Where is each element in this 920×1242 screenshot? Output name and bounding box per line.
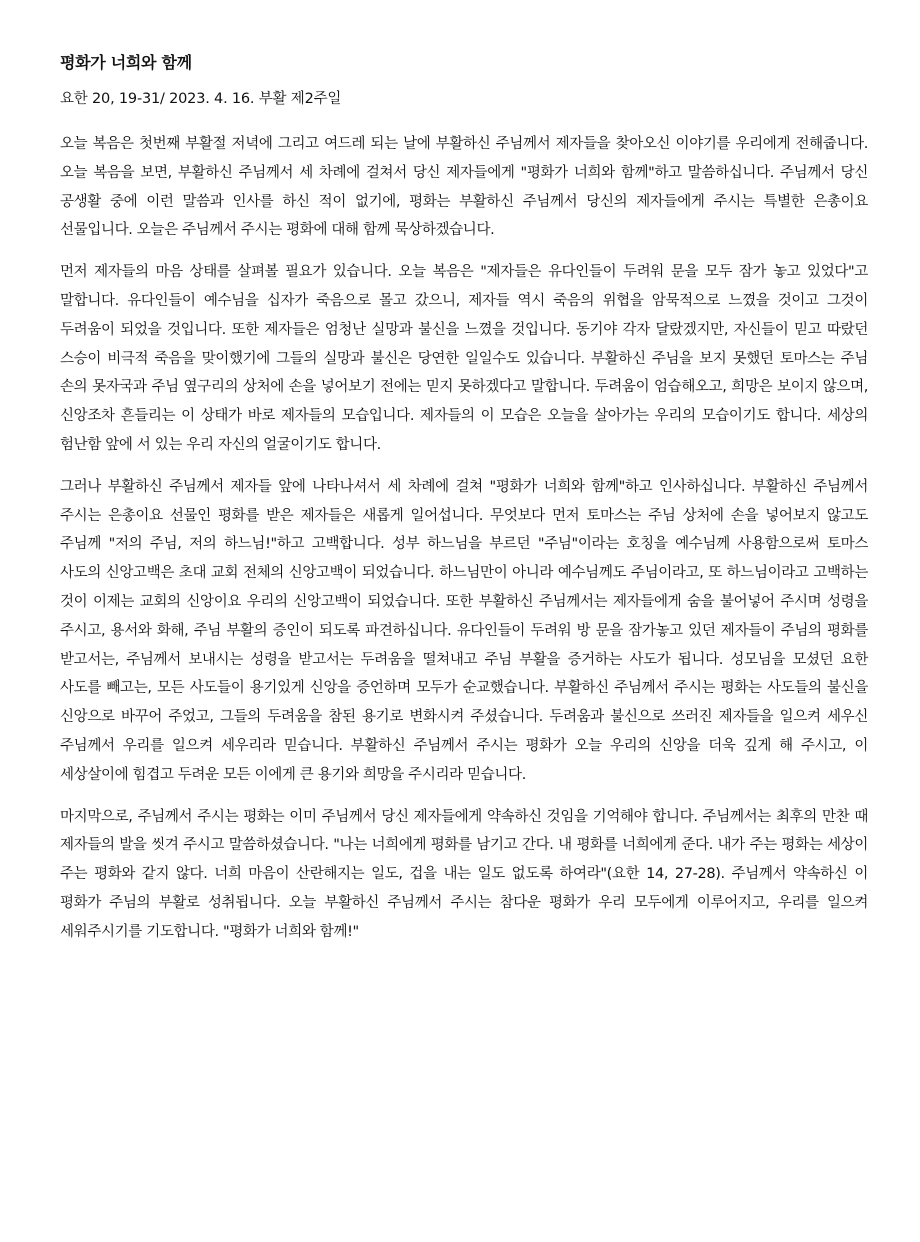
document-page xyxy=(60,52,868,960)
paragraph-intro: 오늘 복음은 첫번째 부활절 저녁에 그리고 여드레 되는 날에 부활하신 주님께서 제자들을 찾아오신 이야기를 우리에게 전해줍니다. 오늘 복음을 보면, 부활하신 주님께서 세 차례에 걸쳐서 당신 제자들에게 "평화가 너희와 함께"하고 말씀하십니다. 주님께서 당신 공생활 중에 이런 말씀과 인사를 하신 적이 없기에, 평화는 부활하신 주님께서 당신의 제자들에게 주시는 특별한 은총이요 선물입니다. 오늘은 주님께서 주시는 평화에 대해 함께 묵상하겠습니다. xyxy=(60,136,868,239)
paragraph-disciples-state: 먼저 제자들의 마음 상태를 살펴볼 필요가 있습니다. 오늘 복음은 "제자들은 유다인들이 두려워 문을 모두 잠가 놓고 있었다"고 말합니다. 유다인들이 예수님을 십자가 죽음으로 몰고 갔으니, 제자들 역시 죽음의 위협을 암묵적으로 느꼈을 것이고 그것이 두려움이 되었을 것입니다. 또한 제자들은 엄청난 실망과 불신을 느꼈을 것입니다. 동기야 각자 달랐겠지만, 자신들이 믿고 따랐던 스승이 비극적 죽음을 맞이했기에 그들의 실망과 불신은 당연한 일일수도 있습니다. 부활하신 주님을 보지 못했던 토마스는 주님 손의 못자국과 주님 옆구리의 상처에 손을 넣어보기 전에는 믿지 못하겠다고 말합니다. 두려움이 엄습해오고, 희망은 보이지 않으며, 신앙조차 흔들리는 이 상태가 바로 제자들의 모습입니다. 제자들의 이 모습은 오늘을 살아가는 우리의 모습이기도 합니다. 세상의 험난함 앞에 서 있는 우리 자신의 얼굴이기도 합니다. xyxy=(60,264,868,453)
scripture-reference: 요한 20, 19-31/ 2023. 4. 16. 부활 제2주일 xyxy=(60,91,342,107)
paragraph-peace-given: 그러나 부활하신 주님께서 제자들 앞에 나타나셔서 세 차례에 걸쳐 "평화가 너희와 함께"하고 인사하십니다. 부활하신 주님께서 주시는 은총이요 선물인 평화를 받은 제자들은 새롭게 일어섭니다. 무엇보다 먼저 토마스는 주님 상처에 손을 넣어보지 않고도 주님께 "저의 주님, 저의 하느님!"하고 고백합니다. 성부 하느님을 부르던 "주님"이라는 호칭을 예수님께 사용함으로써 토마스 사도의 신앙고백은 초대 교회 전체의 신앙고백이 되었습니다. 하느님만이 아니라 예수님께도 주님이라고, 또 하느님이라고 고백하는 것이 이제는 교회의 신앙이요 우리의 신앙고백이 되었습니다. 또한 부활하신 주님께서는 제자들에게 숨을 불어넣어 주시며 성령을 주시고, 용서와 화해, 주님 부활의 증인이 되도록 파견하십니다. 유다인들이 두려워 방 문을 잠가놓고 있던 제자들이 주님의 평화를 받고서는, 주님께서 보내시는 성령을 받고서는 두려움을 떨쳐내고 주님 부활을 증거하는 사도가 됩니다. 성모님을 모셨던 요한 사도를 빼고는, 모든 사도들이 용기있게 신앙을 증언하며 모두가 순교했습니다. 부활하신 주님께서 주시는 평화는 사도들의 불신을 신앙으로 바꾸어 주었고, 그들의 두려움을 참된 용기로 변화시켜 주셨습니다. 두려움과 불신으로 쓰러진 제자들을 일으켜 세우신 주님께서 우리를 일으켜 세우리라 믿습니다. 부활하신 주님께서 주시는 평화가 오늘 우리의 신앙을 더욱 깊게 해 주시고, 이 세상살이에 힘겹고 두려운 모든 이에게 큰 용기와 희망을 주시리라 믿습니다. xyxy=(60,478,868,783)
paragraph-conclusion: 마지막으로, 주님께서 주시는 평화는 이미 주님께서 당신 제자들에게 약속하신 것임을 기억해야 합니다. 주님께서는 최후의 만찬 때 제자들의 발을 씻겨 주시고 말씀하셨습니다. "나는 너희에게 평화를 남기고 간다. 내 평화를 너희에게 준다. 내가 주는 평화는 세상이 주는 평화와 같지 않다. 너희 마음이 산란해지는 일도, 겁을 내는 일도 없도록 하여라"(요한 14, 27-28). 주님께서 약속하신 이 평화가 주님의 부활로 성취됩니다. 오늘 부활하신 주님께서 주시는 참다운 평화가 우리 모두에게 이루어지고, 우리를 일으켜 세워주시기를 기도합니다. "평화가 너희와 함께!" xyxy=(60,808,868,940)
document-title: 평화가 너희와 함께 xyxy=(60,53,192,72)
